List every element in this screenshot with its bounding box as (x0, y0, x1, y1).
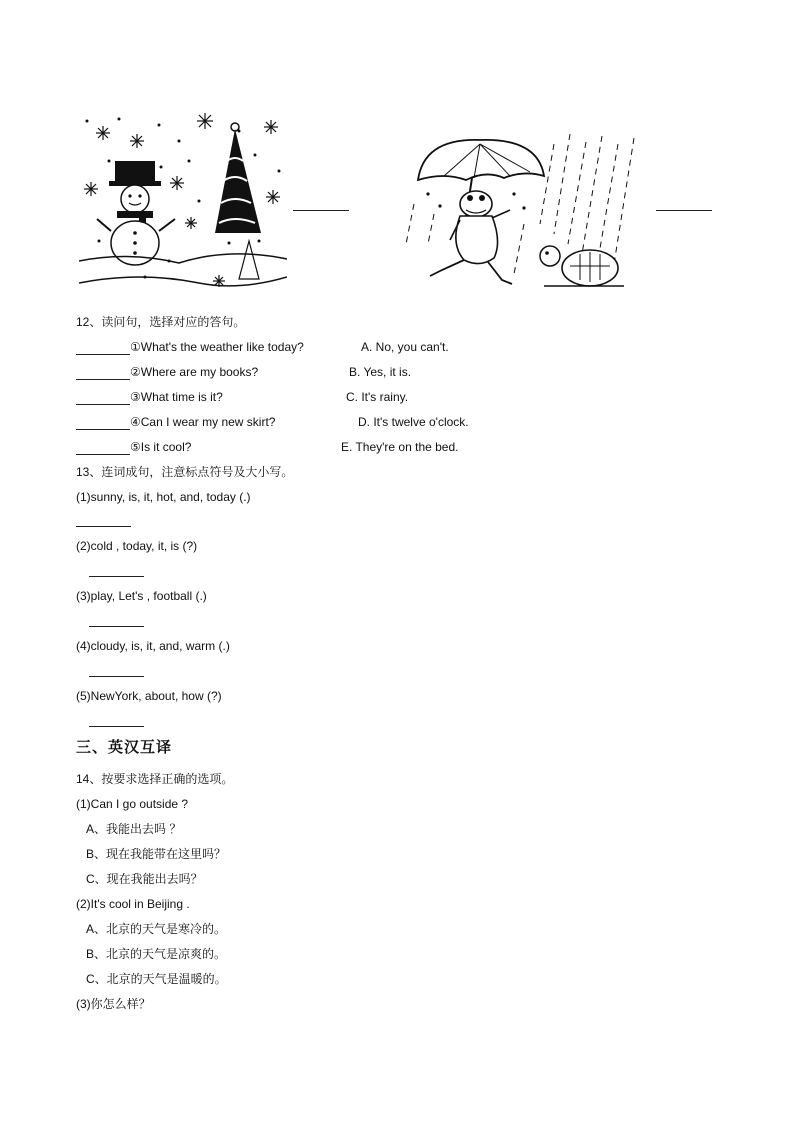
picture1-answer-line[interactable] (293, 210, 349, 211)
q14-option[interactable]: C、现在我能出去吗？ (86, 872, 203, 886)
q12-row (76, 439, 191, 455)
q12-option: B. Yes, it is. (349, 365, 412, 379)
q12-answer-blank[interactable] (76, 392, 130, 405)
picture2-answer-line[interactable] (656, 210, 712, 211)
q14-question: (3)你怎么样？ (76, 997, 151, 1011)
q12-question: ②Where are my books? (130, 365, 259, 379)
q14-title: 14、按要求选择正确的选项。 (76, 772, 234, 786)
q13-item: (3)play, Let's , football (.) (76, 589, 207, 603)
q13-item: (5)NewYork, about, how (?) (76, 689, 222, 703)
q13-answer-line[interactable] (89, 726, 144, 727)
q12-answer-blank[interactable] (76, 417, 130, 430)
q12-answer-blank[interactable] (76, 367, 130, 380)
q12-option: C. It's rainy. (346, 390, 409, 404)
q13-answer-line[interactable] (89, 576, 144, 577)
q14-option[interactable]: A、北京的天气是寒冷的。 (86, 922, 227, 936)
q12-title: 12、读问句，选择对应的答句。 (76, 315, 246, 329)
q14-option[interactable]: C、北京的天气是温暖的。 (86, 972, 227, 986)
q12-option: A. No, you can't. (361, 340, 449, 354)
q12-question: ⑤Is it cool? (130, 440, 192, 454)
q14-option[interactable]: A、我能出去吗 ？ (86, 822, 182, 836)
q12-row (76, 339, 304, 355)
q12-question: ④Can I wear my new skirt? (130, 415, 276, 429)
snowman-picture (79, 111, 287, 295)
q12-row (76, 364, 258, 380)
q13-title: 13、连词成句，注意标点符号及大小写。 (76, 465, 294, 479)
q13-answer-line[interactable] (89, 626, 144, 627)
rainy-frog-picture (404, 134, 640, 296)
q12-answer-blank[interactable] (76, 442, 130, 455)
q12-row (76, 389, 223, 405)
q13-answer-line[interactable] (89, 676, 144, 677)
q12-row (76, 414, 275, 430)
q13-item: (2)cold , today, it, is (?) (76, 539, 198, 553)
q14-question: (1)Can I go outside ? (76, 797, 189, 811)
q12-option: E. They're on the bed. (341, 440, 459, 454)
q14-option[interactable]: B、现在我能带在这里吗？ (86, 847, 227, 861)
q12-option: D. It's twelve o'clock. (358, 415, 469, 429)
q13-item: (4)cloudy, is, it, and, warm (.) (76, 639, 230, 653)
q13-answer-line[interactable] (76, 526, 131, 527)
q12-answer-blank[interactable] (76, 342, 130, 355)
q12-question: ③What time is it? (130, 390, 223, 404)
q13-item: (1)sunny, is, it, hot, and, today (.) (76, 490, 251, 504)
q14-option[interactable]: B、北京的天气是凉爽的。 (86, 947, 227, 961)
section-heading: 三、英汉互译 (76, 739, 173, 756)
q14-question: (2)It's cool in Beijing . (76, 897, 190, 911)
q12-question: ①What's the weather like today? (130, 340, 304, 354)
